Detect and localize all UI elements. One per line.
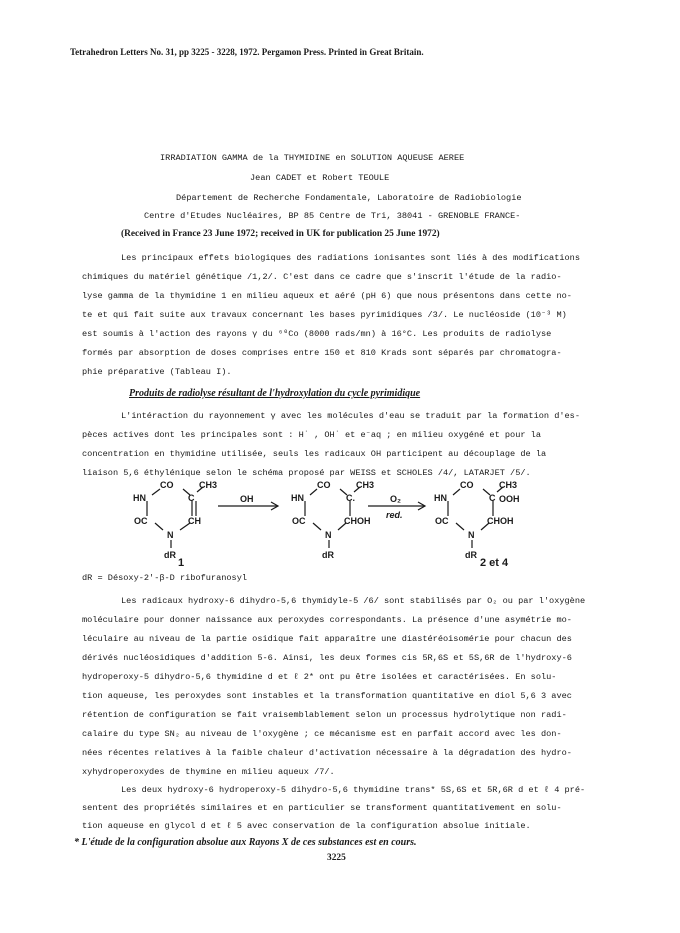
atom-label: CH (188, 516, 201, 526)
text-line: phie préparative (Tableau I). (82, 367, 232, 377)
text-line: sentent des propriétés similaires et en particulier se transforment quantitativement en solu- (82, 803, 562, 813)
atom-label: CHOH (344, 516, 371, 526)
text-line: liaison 5,6 éthylénique selon le schéma proposé par WEISS et SCHOLES /4/, LATARJET /5/. (82, 468, 531, 478)
atom-label: HN (291, 493, 304, 503)
atom-label: CH3 (499, 480, 518, 490)
text-line: léculaire au niveau de la partie osidique fait apparaître une diastéréoisomérie pour chacun des (82, 634, 572, 644)
atom-label: CHOH (487, 516, 514, 526)
atom-label: N (468, 530, 475, 540)
atom-label: N (325, 530, 332, 540)
page-number: 3225 (327, 853, 346, 863)
text-line: hydroperoxy-5 dihydro-5,6 thymidine d et ℓ 2* ont pu être isolées et caractérisées. En solu- (82, 672, 557, 682)
atom-label: OC (292, 516, 306, 526)
text-line: est soumis à l'action des rayons γ du ⁶⁰Co (8000 rads/mn) à 16°C. Les produits de radiolyse (82, 329, 552, 339)
text-line: moléculaire pour donner naissance aux peroxydes correspondants. La présence d'une asymétrie mo- (82, 615, 572, 625)
text-line: tion aqueuse en glycol d et ℓ 5 avec conservation de la configuration absolue initiale. (82, 821, 531, 831)
compound-number: 2 et 4 (480, 557, 509, 569)
atom-label: C (188, 493, 195, 503)
text-line: rétention de configuration se fait vraisemblablement selon un processus hydrolytique non radi- (82, 710, 567, 720)
text-line: chimiques du matériel génétique /1,2/. C'est dans ce cadre que s'inscrit l'étude de la radio- (82, 272, 562, 282)
section-heading: Produits de radiolyse résultant de l'hydroxylation du cycle pyrimidique (129, 388, 421, 399)
arrow-label: red. (386, 510, 403, 520)
text-line: lyse gamma de la thymidine 1 en milieu aqueux et aéré (pH 6) que nous présentons dans cette no- (82, 291, 572, 301)
atom-label: HN (133, 493, 146, 503)
affiliation-line: Centre d'Etudes Nucléaires, BP 85 Centre de Tri, 38041 - GRENOBLE FRANCE- (144, 211, 521, 221)
text-line: formés par absorption de doses comprises entre 150 et 810 Krads sont séparés par chromatogra- (82, 348, 562, 358)
atom-label: C. (346, 493, 355, 503)
text-line: dérivés nucléosidiques d'addition 5-6. Ainsi, les deux formes cis 5R,6S et 5S,6R de l'hydroxy-6 (82, 653, 572, 663)
atom-label: CH3 (356, 480, 375, 490)
atom-label: dR (465, 550, 477, 560)
atom-label: N (167, 530, 174, 540)
text-line: concentration en thymidine utilisée, seuls les radicaux OH participent au découplage de la (82, 449, 547, 459)
text-line: xyhydroperoxydes de thymine en milieu aqueux /7/. (82, 767, 335, 777)
abbreviation-definition: dR = Désoxy-2'-β-D ribofuranosyl (82, 573, 248, 583)
atom-label: OC (435, 516, 449, 526)
text-line: Les deux hydroxy-6 hydroperoxy-5 dihydro-5,6 thymidine trans* 5S,6S et 5R,6R d et ℓ 4 pré- (121, 785, 586, 795)
arrow-label: OH (240, 494, 254, 504)
text-line: L'intéraction du rayonnement γ avec les molécules d'eau se traduit par la formation d'es- (121, 411, 580, 421)
arrow-label: O₂ (390, 494, 401, 504)
text-line: pèces actives dont les principales sont : H˙ , OH˙ et e⁻aq ; en milieu oxygéné et pour la (82, 430, 541, 440)
compound-number: 1 (178, 557, 185, 569)
atom-label: dR (322, 550, 334, 560)
atom-label: C (489, 493, 496, 503)
text-line: Les radicaux hydroxy-6 dihydro-5,6 thymidyle-5 /6/ sont stabilisés par O₂ ou par l'oxygène (121, 596, 586, 606)
text-line: calaire du type SN₂ au niveau de l'oxygène ; ce mécanisme est en parfait accord avec les don- (82, 729, 562, 739)
footnote: * L'étude de la configuration absolue aux Rayons X de ces substances est en cours. (74, 837, 417, 848)
text-line: Les principaux effets biologiques des radiations ionisantes sont liés à des modifications (121, 253, 580, 263)
paper-title: IRRADIATION GAMMA de la THYMIDINE en SOLUTION AQUEUSE AEREE (160, 153, 465, 163)
received-dates: (Received in France 23 June 1972; received in UK for publication 25 June 1972) (121, 229, 440, 239)
atom-label: CH3 (199, 480, 218, 490)
atom-label: CO (160, 480, 174, 490)
atom-label: HN (434, 493, 447, 503)
text-line: te et qui fait suite aux travaux concernant les bases pyrimidiques /3/. Le nucléoside (10⁻³ M) (82, 310, 567, 320)
affiliation-line: Département de Recherche Fondamentale, Laboratoire de Radiobiologie (176, 193, 522, 203)
authors: Jean CADET et Robert TEOULE (250, 173, 390, 183)
atom-label: CO (460, 480, 474, 490)
text-line: tion aqueuse, les peroxydes sont instables et la transformation quantitative en diol 5,6 3 avec (82, 691, 572, 701)
journal-header: Tetrahedron Letters No. 31, pp 3225 - 3228, 1972. Pergamon Press. Printed in Great Britain. (70, 47, 424, 57)
text-line: nées récentes relatives à la faible chaleur d'activation nécessaire à la dégradation des hydro- (82, 748, 572, 758)
atom-label: OC (134, 516, 148, 526)
atom-label: CO (317, 480, 331, 490)
reaction-scheme (0, 478, 680, 583)
atom-label: OOH (499, 494, 520, 504)
atom-label: dR (164, 550, 176, 560)
